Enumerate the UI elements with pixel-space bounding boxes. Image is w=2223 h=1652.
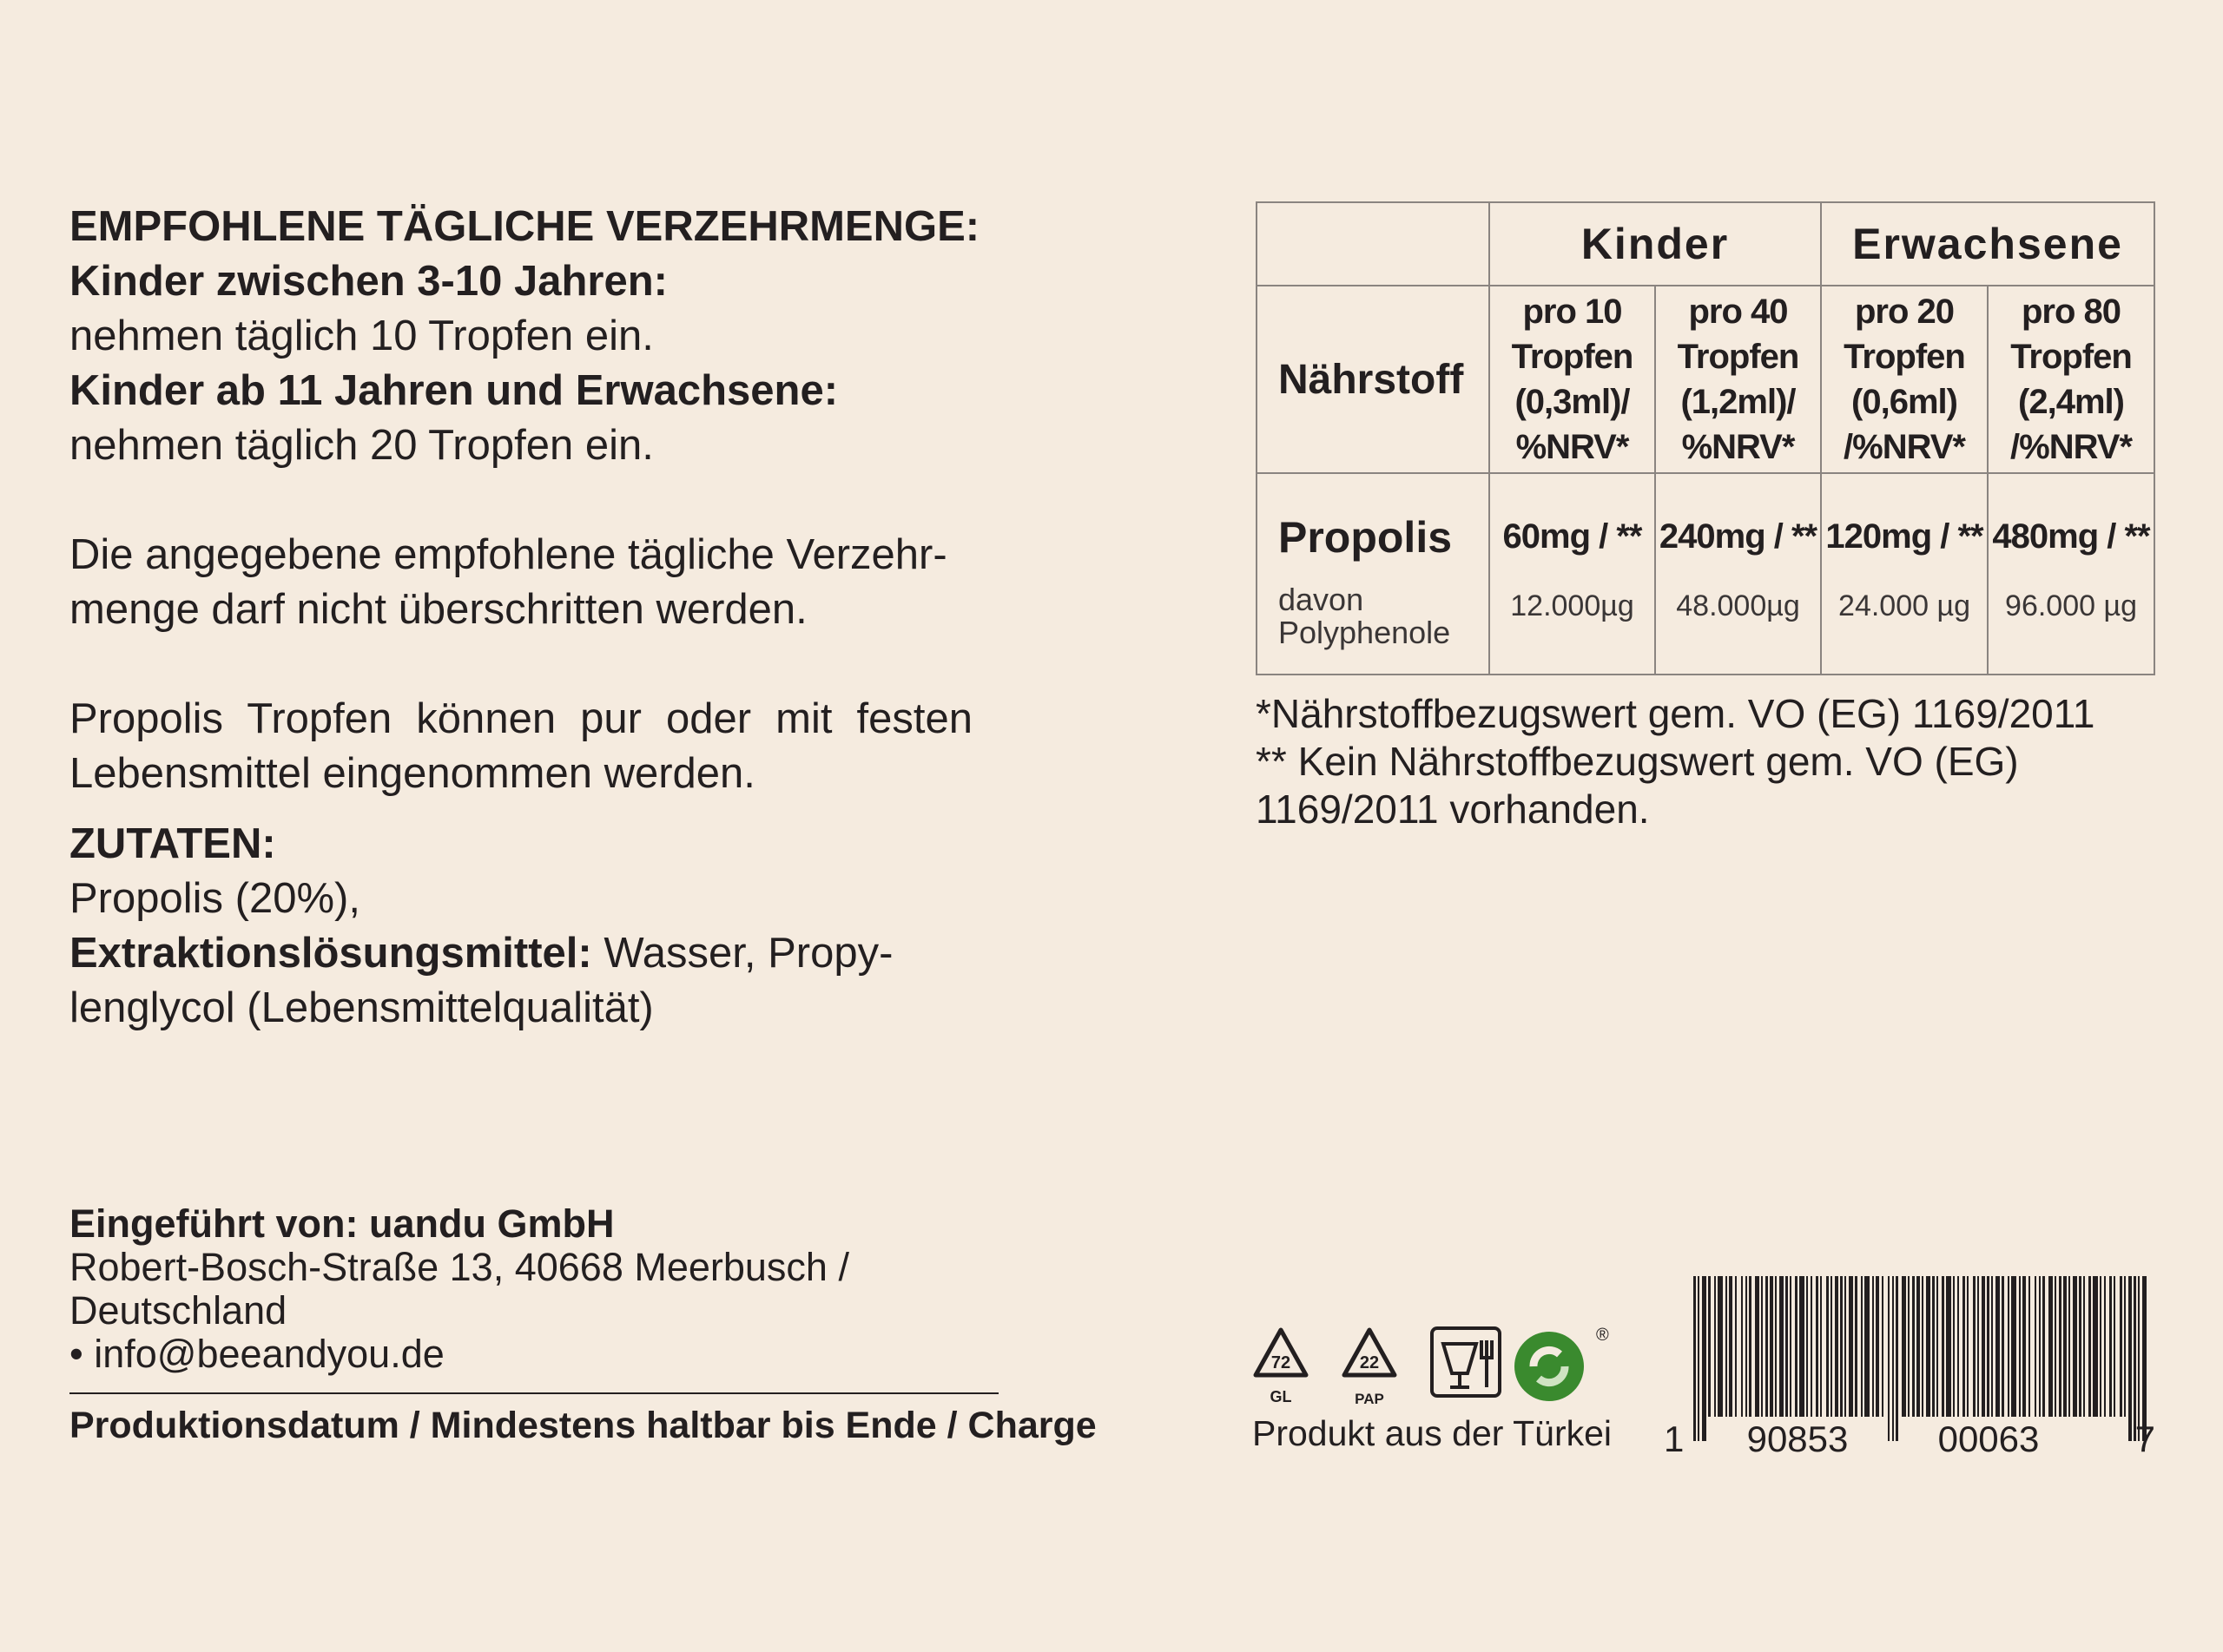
barcode-bar	[1936, 1276, 1938, 1417]
barcode-bar	[2093, 1276, 2098, 1417]
value-cell	[1655, 473, 1821, 675]
importer-address: Robert-Bosch-Straße 13, 40668 Meerbusch / Deutschland	[69, 1245, 849, 1333]
polyphenole-label: davon Polyphenole	[1278, 582, 1451, 650]
footnote-nrv: *Nährstoffbezugswert gem. VO (EG) 1169/2011	[1256, 691, 2095, 736]
barcode-bar	[1790, 1276, 1791, 1417]
barcode-group-right: 00063	[1937, 1418, 2040, 1458]
green-dot-icon	[1514, 1326, 1609, 1401]
barcode-bar	[1953, 1276, 1955, 1417]
barcode-bar	[1855, 1276, 1857, 1417]
barcode-bar	[2039, 1276, 2041, 1417]
usage-text: Propolis Tropfen können pur oder mit festen Lebensmittel eingenommen werden.	[69, 695, 973, 797]
footnotes	[1256, 690, 2159, 833]
warning-text: Die angegebene empfohlene tägliche Verzehr-menge darf nicht überschritten werden.	[69, 531, 947, 633]
barcode-bar	[2008, 1276, 2009, 1417]
barcode-bar	[1977, 1276, 1979, 1417]
barcode-bar	[1735, 1276, 1737, 1417]
barcode-bar	[1840, 1276, 1843, 1417]
barcode-bar	[2048, 1276, 2053, 1417]
barcode-bar	[1698, 1276, 1699, 1441]
barcode-bar	[1729, 1276, 1732, 1417]
barcode-bar	[2124, 1276, 2126, 1417]
barcode-bar	[1779, 1276, 1784, 1417]
barcode-bar	[1973, 1276, 1976, 1417]
barcode-bar	[1775, 1276, 1777, 1417]
barcode-bar	[1987, 1276, 1989, 1417]
svg-text:GL: GL	[1270, 1388, 1292, 1405]
nutrition-table	[1256, 201, 2155, 675]
barcode-bar	[1991, 1276, 1993, 1417]
barcode-bar	[2138, 1276, 2140, 1441]
barcode-bar	[1785, 1276, 1788, 1417]
barcode-bar	[1942, 1276, 1944, 1417]
barcode-bar	[2073, 1276, 2077, 1417]
polyphenole-value: 12.000µg	[1510, 589, 1634, 622]
barcode-bar	[1957, 1276, 1959, 1417]
importer-block	[69, 1202, 999, 1376]
barcode-bar	[2055, 1276, 2056, 1417]
polyphenole-value: 48.000µg	[1676, 589, 1800, 622]
production-line: Produktionsdatum / Mindestens haltbar bis Ende / Charge	[69, 1405, 1097, 1446]
barcode-bar	[2035, 1276, 2036, 1417]
barcode-bar	[1995, 1276, 2000, 1417]
nutrient-header: Nährstoff	[1257, 286, 1489, 473]
barcode-bar	[1831, 1276, 1832, 1417]
row-label	[1257, 473, 1489, 675]
barcode-bar	[2104, 1276, 2106, 1417]
origin-text: Produkt aus der Türkei	[1252, 1413, 1613, 1453]
barcode-bar	[1826, 1276, 1829, 1417]
column-header: pro 40 Tropfen (1,2ml)/ %NRV*	[1655, 286, 1821, 473]
barcode-bar	[1693, 1276, 1696, 1441]
barcode-bar	[2028, 1276, 2030, 1417]
food-safe-icon	[1432, 1328, 1500, 1396]
svg-text:22: 22	[1359, 1353, 1380, 1372]
barcode-bar	[1861, 1276, 1863, 1417]
propolis-label: Propolis	[1278, 513, 1453, 562]
barcode-bar	[1932, 1276, 1935, 1417]
barcode-bar	[2100, 1276, 2101, 1417]
importer-label: Eingeführt von: uandu GmbH	[69, 1201, 615, 1246]
barcode-bar	[1761, 1276, 1763, 1417]
barcode-bar	[1926, 1276, 1930, 1417]
barcode-bar	[2088, 1276, 2091, 1417]
barcode-bar	[1708, 1276, 1711, 1417]
propolis-value: 60mg / **	[1502, 517, 1642, 556]
barcode-bar	[1849, 1276, 1853, 1417]
barcode-bar	[2059, 1276, 2061, 1417]
barcode-bar	[1892, 1276, 1894, 1441]
ingredients-solvent	[69, 926, 938, 1036]
barcode-bar	[1962, 1276, 1965, 1417]
column-header: pro 80 Tropfen (2,4ml) /%NRV*	[1988, 286, 2154, 473]
divider	[69, 1392, 999, 1394]
barcode-bar	[1902, 1276, 1906, 1417]
barcode-bar	[1888, 1276, 1890, 1441]
column-header: pro 20 Tropfen (0,6ml) /%NRV*	[1821, 286, 1988, 473]
barcode-bar	[1755, 1276, 1759, 1417]
barcode-bar	[1795, 1276, 1798, 1417]
polyphenole-value: 24.000 µg	[1838, 589, 1970, 622]
barcode-bar	[2142, 1276, 2147, 1441]
recycle-paper-icon	[1344, 1330, 1395, 1407]
barcode-bar	[2120, 1276, 2122, 1417]
barcode-bar	[2079, 1276, 2081, 1417]
barcode-bar	[2134, 1276, 2136, 1441]
value-cell	[1988, 473, 2154, 675]
barcode-bar	[1872, 1276, 1874, 1417]
children-label: Kinder zwischen 3-10 Jahren:	[69, 258, 668, 305]
barcode-digit-first: 1	[1664, 1418, 1685, 1458]
ingredients-propolis: Propolis (20%),	[69, 875, 360, 922]
barcode-bar	[1946, 1276, 1951, 1417]
barcode-bar	[1811, 1276, 1812, 1417]
propolis-value: 120mg / **	[1825, 517, 1983, 556]
recycle-glass-icon	[1256, 1330, 1306, 1405]
barcode-bar	[1835, 1276, 1838, 1417]
value-cell	[1489, 473, 1655, 675]
column-header: pro 10 Tropfen (0,3ml)/ %NRV*	[1489, 286, 1655, 473]
barcode	[1659, 1276, 2162, 1458]
barcode-bar	[1816, 1276, 1818, 1417]
barcode-bar	[1765, 1276, 1768, 1417]
barcode-bar	[1806, 1276, 1808, 1417]
barcode-bar	[1882, 1276, 1883, 1417]
intake-heading: EMPFOHLENE TÄGLICHE VERZEHRMENGE:	[69, 203, 980, 250]
barcode-bar	[2002, 1276, 2004, 1417]
adults-label: Kinder ab 11 Jahren und Erwachsene:	[69, 367, 839, 414]
intake-section	[69, 200, 999, 1036]
barcode-bar	[1916, 1276, 1920, 1417]
value-cell	[1821, 473, 1988, 675]
barcode-bar	[2083, 1276, 2085, 1417]
corner-cell	[1257, 202, 1489, 286]
barcode-bar	[1844, 1276, 1846, 1417]
barcode-bar	[2068, 1276, 2070, 1417]
barcode-bar	[2019, 1276, 2021, 1417]
barcode-bar	[1741, 1276, 1743, 1417]
group-children: Kinder	[1489, 202, 1821, 286]
barcode-bar	[1725, 1276, 1727, 1417]
solvent-text: Wasser, Propy-lenglycol (Lebensmittelqualität)	[69, 930, 894, 1031]
barcode-bar	[2063, 1276, 2067, 1417]
barcode-bar	[2128, 1276, 2132, 1441]
barcode-bar	[1896, 1276, 1898, 1441]
barcode-bar	[1714, 1276, 1716, 1417]
barcode-group-left: 90853	[1746, 1418, 1849, 1458]
importer-email: • info@beeandyou.de	[69, 1332, 445, 1376]
svg-text:72: 72	[1270, 1353, 1291, 1372]
polyphenole-value: 96.000 µg	[2005, 589, 2137, 622]
barcode-bar	[1820, 1276, 1822, 1417]
barcode-bar	[1718, 1276, 1723, 1417]
barcode-bar	[1922, 1276, 1923, 1417]
barcode-bar	[1770, 1276, 1773, 1417]
barcode-bar	[2022, 1276, 2026, 1417]
footnote-no-nrv: ** Kein Nährstoffbezugswert gem. VO (EG) 1169/2011 vorhanden.	[1256, 739, 2019, 832]
children-text: nehmen täglich 10 Tropfen ein.	[69, 313, 654, 359]
barcode-bar	[2011, 1276, 2016, 1417]
barcode-digit-last: 7	[2134, 1418, 2155, 1458]
barcode-bar	[1702, 1276, 1706, 1441]
svg-text:®: ®	[1596, 1326, 1609, 1345]
barcode-bar	[1912, 1276, 1915, 1417]
barcode-bar	[1982, 1276, 1985, 1417]
barcode-bar	[1876, 1276, 1879, 1417]
ingredients-heading: ZUTATEN:	[69, 820, 276, 867]
barcode-bar	[2114, 1276, 2115, 1417]
svg-text:PAP: PAP	[1355, 1391, 1384, 1407]
solvent-label: Extraktionslösungsmittel:	[69, 930, 592, 977]
propolis-value: 240mg / **	[1659, 517, 1817, 556]
barcode-bar	[1745, 1276, 1747, 1417]
adults-text: nehmen täglich 20 Tropfen ein.	[69, 422, 654, 469]
barcode-bar	[2109, 1276, 2112, 1417]
barcode-bar	[1749, 1276, 1751, 1417]
barcode-bar	[1864, 1276, 1870, 1417]
group-adults: Erwachsene	[1821, 202, 2154, 286]
barcode-bar	[1908, 1276, 1910, 1417]
propolis-value: 480mg / **	[1992, 517, 2150, 556]
barcode-bar	[2042, 1276, 2045, 1417]
barcode-bar	[1967, 1276, 1969, 1417]
barcode-bar	[1799, 1276, 1804, 1417]
recycling-icons	[1250, 1320, 1615, 1415]
